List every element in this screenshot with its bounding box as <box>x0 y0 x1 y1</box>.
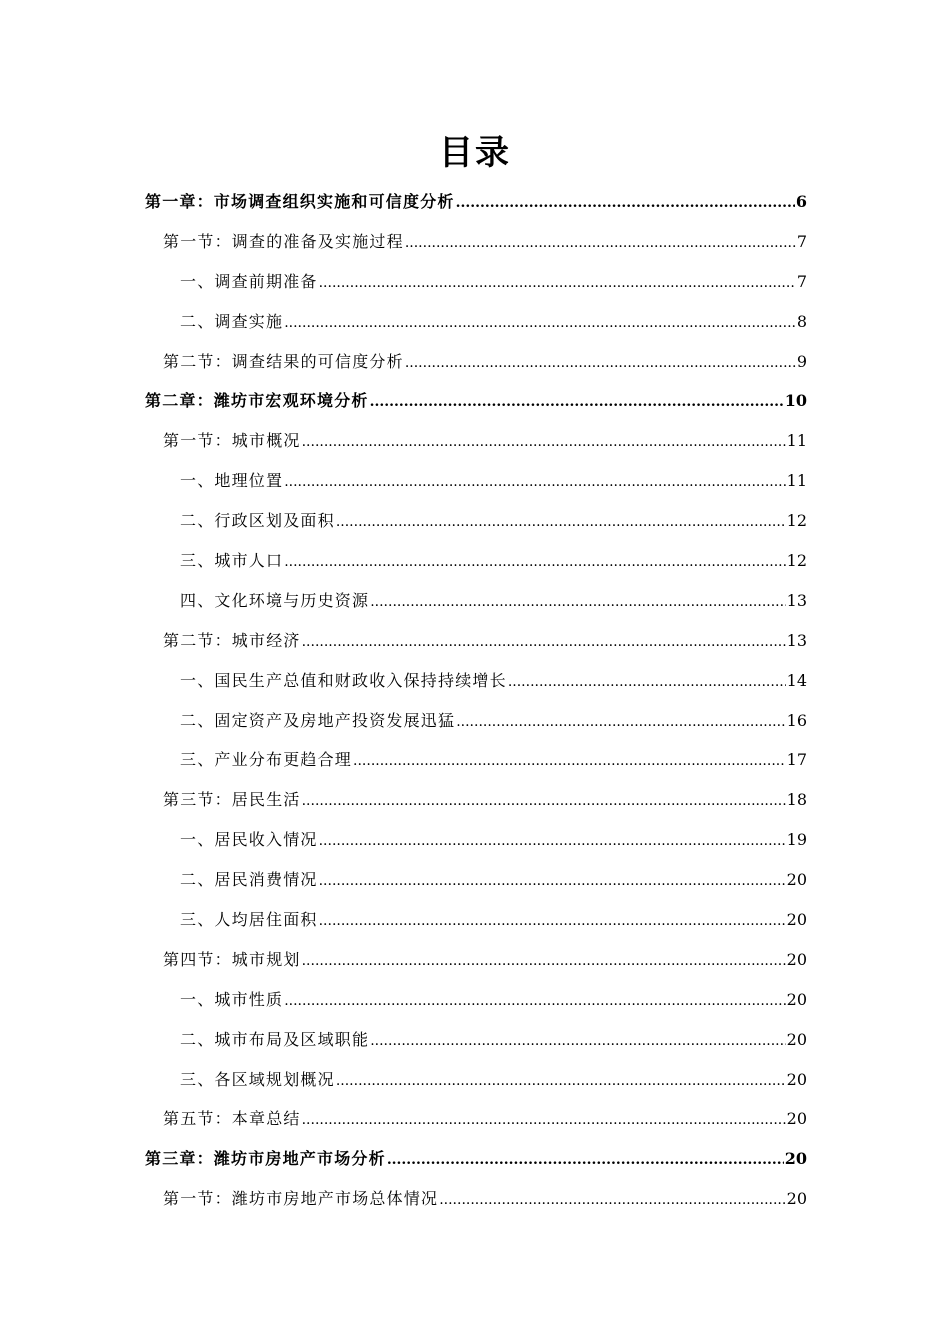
toc-title: 目录 <box>439 133 511 173</box>
toc-section-entry[interactable] <box>145 621 807 661</box>
toc-dot-leader <box>508 663 786 701</box>
toc-page-number: 8 <box>796 311 807 331</box>
toc-section-entry[interactable] <box>145 940 807 980</box>
table-of-contents <box>145 182 807 1219</box>
toc-page-number: 10 <box>784 391 807 411</box>
toc-entry-title: 二、居民消费情况 <box>180 870 318 890</box>
toc-chapter-entry[interactable] <box>145 182 807 222</box>
toc-entry-title: 第二章：潍坊市宏观环境分析 <box>145 391 369 411</box>
toc-page-number: 13 <box>786 630 807 650</box>
toc-entry-title: 第三节：居民生活 <box>163 790 301 810</box>
toc-entry-title: 一、调查前期准备 <box>180 271 318 291</box>
toc-page-number: 7 <box>796 231 807 251</box>
toc-dot-leader <box>405 224 796 262</box>
toc-subsection-entry[interactable] <box>145 740 807 780</box>
toc-entry-title: 二、固定资产及房地产投资发展迅猛 <box>180 710 456 730</box>
toc-entry-title: 二、城市布局及区域职能 <box>180 1029 370 1049</box>
toc-entry-title: 一、地理位置 <box>180 471 284 491</box>
toc-subsection-entry[interactable] <box>145 262 807 302</box>
toc-subsection-entry[interactable] <box>145 581 807 621</box>
toc-page-number: 20 <box>786 910 807 930</box>
toc-subsection-entry[interactable] <box>145 302 807 342</box>
toc-entry-title: 第四节：城市规划 <box>163 949 301 969</box>
toc-subsection-entry[interactable] <box>145 860 807 900</box>
toc-page-number: 13 <box>786 590 807 610</box>
toc-section-entry[interactable] <box>145 342 807 382</box>
toc-section-entry[interactable] <box>145 1099 807 1139</box>
toc-dot-leader <box>302 1101 786 1139</box>
toc-dot-leader <box>353 742 786 780</box>
toc-dot-leader <box>370 583 785 621</box>
toc-page-number: 12 <box>786 551 807 571</box>
toc-subsection-entry[interactable] <box>145 501 807 541</box>
toc-dot-leader <box>284 463 785 501</box>
toc-entry-title: 二、行政区划及面积 <box>180 511 335 531</box>
toc-dot-leader <box>405 344 796 382</box>
toc-dot-leader <box>370 383 784 421</box>
toc-entry-title: 三、各区域规划概况 <box>180 1069 335 1089</box>
toc-subsection-entry[interactable] <box>145 820 807 860</box>
toc-subsection-entry[interactable] <box>145 661 807 701</box>
toc-subsection-entry[interactable] <box>145 701 807 741</box>
toc-page-number: 20 <box>786 949 807 969</box>
toc-page-number: 20 <box>786 1029 807 1049</box>
toc-page-number: 11 <box>786 431 807 451</box>
toc-dot-leader <box>319 264 796 302</box>
toc-subsection-entry[interactable] <box>145 1060 807 1100</box>
toc-dot-leader <box>387 1141 784 1179</box>
toc-page-number: 20 <box>786 989 807 1009</box>
toc-entry-title: 三、城市人口 <box>180 551 284 571</box>
toc-page-number: 9 <box>796 351 807 371</box>
toc-page-number: 20 <box>786 1189 807 1209</box>
toc-dot-leader <box>456 184 795 222</box>
toc-entry-title: 第一节：城市概况 <box>163 431 301 451</box>
toc-page-number: 11 <box>786 471 807 491</box>
toc-entry-title: 四、文化环境与历史资源 <box>180 590 370 610</box>
toc-dot-leader <box>302 942 786 980</box>
toc-page-number: 18 <box>786 790 807 810</box>
toc-page-number: 14 <box>786 670 807 690</box>
toc-dot-leader <box>336 1062 786 1100</box>
toc-subsection-entry[interactable] <box>145 461 807 501</box>
toc-subsection-entry[interactable] <box>145 1020 807 1060</box>
toc-section-entry[interactable] <box>145 222 807 262</box>
toc-entry-title: 第一节：潍坊市房地产市场总体情况 <box>163 1189 439 1209</box>
toc-subsection-entry[interactable] <box>145 980 807 1020</box>
toc-dot-leader <box>319 902 786 940</box>
toc-chapter-entry[interactable] <box>145 1139 807 1179</box>
toc-dot-leader <box>302 782 786 820</box>
toc-entry-title: 二、调查实施 <box>180 311 284 331</box>
toc-dot-leader <box>336 503 786 541</box>
toc-subsection-entry[interactable] <box>145 900 807 940</box>
toc-page-number: 17 <box>786 750 807 770</box>
toc-dot-leader <box>370 1022 785 1060</box>
toc-entry-title: 一、居民收入情况 <box>180 830 318 850</box>
toc-section-entry[interactable] <box>145 780 807 820</box>
toc-dot-leader <box>319 822 786 860</box>
toc-page-number: 16 <box>786 710 807 730</box>
toc-page-number: 12 <box>786 511 807 531</box>
toc-section-entry[interactable] <box>145 421 807 461</box>
toc-chapter-entry[interactable] <box>145 381 807 421</box>
toc-page-number: 20 <box>784 1149 807 1169</box>
toc-dot-leader <box>284 982 785 1020</box>
toc-entry-title: 三、产业分布更趋合理 <box>180 750 353 770</box>
toc-entry-title: 第一章：市场调查组织实施和可信度分析 <box>145 192 455 211</box>
toc-dot-leader <box>284 304 796 342</box>
toc-subsection-entry[interactable] <box>145 541 807 581</box>
toc-entry-title: 第一节：调查的准备及实施过程 <box>163 231 404 251</box>
toc-dot-leader <box>284 543 785 581</box>
toc-page-number: 20 <box>786 1069 807 1089</box>
toc-page-number: 19 <box>786 830 807 850</box>
toc-page-number: 7 <box>796 271 807 291</box>
toc-entry-title: 一、城市性质 <box>180 989 284 1009</box>
toc-dot-leader <box>319 862 786 900</box>
toc-entry-title: 第三章：潍坊市房地产市场分析 <box>145 1149 386 1169</box>
toc-section-entry[interactable] <box>145 1179 807 1219</box>
toc-page-number: 20 <box>786 1109 807 1129</box>
toc-entry-title: 一、国民生产总值和财政收入保持持续增长 <box>180 670 507 690</box>
toc-dot-leader <box>302 423 786 461</box>
toc-entry-title: 第二节：城市经济 <box>163 630 301 650</box>
toc-entry-title: 三、人均居住面积 <box>180 910 318 930</box>
toc-entry-title: 第二节：调查结果的可信度分析 <box>163 351 404 371</box>
toc-entry-title: 第五节：本章总结 <box>163 1109 301 1129</box>
toc-page-number: 6 <box>795 192 807 211</box>
toc-dot-leader <box>439 1181 785 1219</box>
toc-dot-leader <box>302 623 786 661</box>
toc-dot-leader <box>456 703 785 741</box>
toc-page-number: 20 <box>786 870 807 890</box>
